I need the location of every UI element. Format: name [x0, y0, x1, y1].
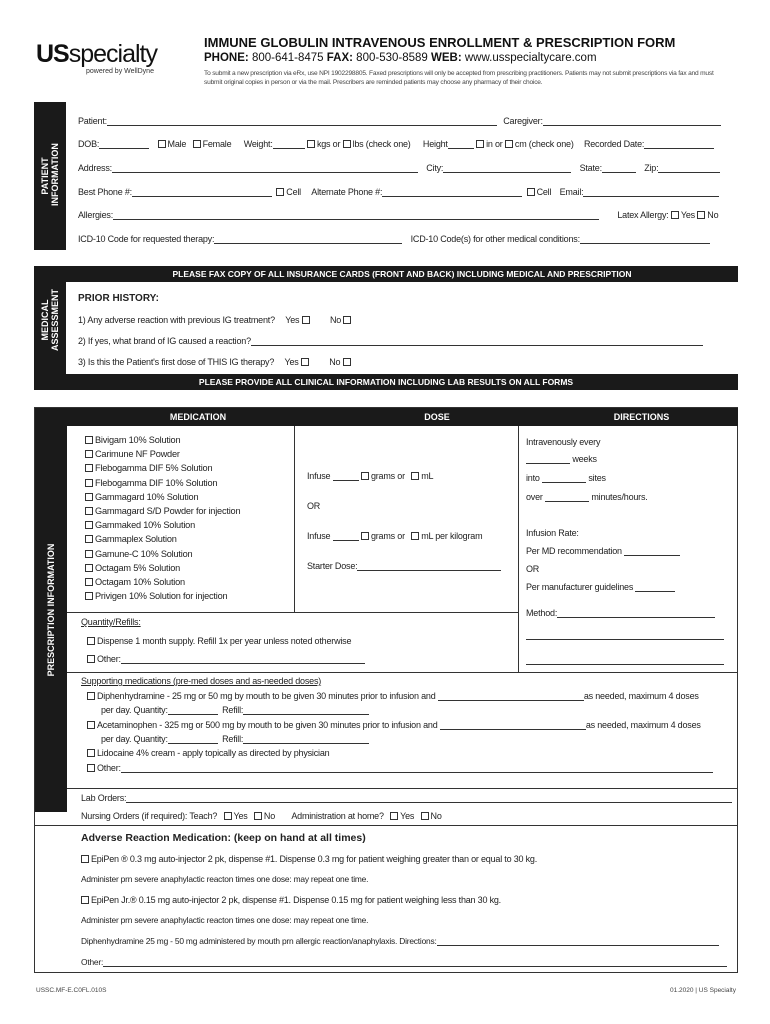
dose-or: OR — [307, 501, 321, 511]
per-md-field[interactable] — [624, 546, 680, 556]
diphen-prn: Diphenhydramine 25 mg - 50 mg administered by mouth prn allergic reaction/anaphylaxis. Directions: — [81, 936, 719, 946]
other-quantity-field[interactable] — [121, 654, 365, 664]
contact-line: PHONE: 800-641-8475 FAX: 800-530-8589 WEB: www.usspecialtycare.com — [204, 52, 597, 64]
dir-per-mfr: Per manufacturer guidelines — [526, 582, 675, 592]
latex-no-checkbox[interactable] — [697, 211, 705, 219]
diphen-field[interactable] — [438, 691, 584, 701]
prescription-sidebar: PRESCRIPTION INFORMATION — [35, 408, 67, 812]
divider — [35, 825, 737, 826]
state-field[interactable] — [602, 163, 636, 173]
in-checkbox[interactable] — [476, 140, 484, 148]
med-option[interactable]: Gammaplex Solution — [85, 532, 240, 546]
diphen-prn-field[interactable] — [437, 936, 719, 946]
alt-phone-field[interactable] — [382, 187, 522, 197]
starter-dose: Starter Dose: — [307, 561, 501, 571]
col-directions: DIRECTIONS — [545, 408, 738, 426]
other-supporting-field[interactable] — [121, 763, 713, 773]
latex-yes-checkbox[interactable] — [671, 211, 679, 219]
dir-infusion-rate: Infusion Rate: — [526, 528, 579, 538]
grams-per-kg-checkbox[interactable] — [361, 532, 369, 540]
allergies-field[interactable] — [113, 210, 599, 220]
other-quantity-checkbox[interactable] — [87, 655, 95, 663]
starter-dose-field[interactable] — [357, 561, 501, 571]
dir-weeks: weeks — [526, 454, 597, 464]
alt-phone-cell-checkbox[interactable] — [527, 188, 535, 196]
med-option[interactable]: Gammaked 10% Solution — [85, 518, 240, 532]
row-address: Address: City: State: Zip: — [78, 163, 728, 173]
dir-method: Method: — [526, 608, 715, 618]
row-patient: Patient: Caregiver: — [78, 116, 728, 126]
q3-yes-checkbox[interactable] — [301, 358, 309, 366]
email-field[interactable] — [583, 187, 719, 197]
prior-history-heading: PRIOR HISTORY: — [78, 293, 159, 304]
medical-sidebar: MEDICAL ASSESSMENT — [34, 266, 66, 374]
lbs-checkbox[interactable] — [343, 140, 351, 148]
adverse-other: Other: — [81, 957, 727, 967]
diphen-refill-field[interactable] — [243, 705, 369, 715]
over-field[interactable] — [545, 492, 589, 502]
best-phone-field[interactable] — [132, 187, 272, 197]
supporting-label: Supporting medications (pre-med doses and as-needed doses) — [81, 676, 322, 686]
weight-field[interactable] — [273, 139, 305, 149]
infuse-amount-field[interactable] — [333, 471, 359, 481]
epipen-admin: Administer prn severe anaphylactic reacton times one dose: may repeat one time. — [81, 874, 369, 884]
teach-no-checkbox[interactable] — [254, 812, 262, 820]
adverse-title: Adverse Reaction Medication: (keep on hand at all times) — [81, 832, 366, 844]
per-mfr-field[interactable] — [635, 582, 675, 592]
method-line-3[interactable] — [526, 655, 724, 665]
dob-field[interactable] — [99, 139, 149, 149]
row-q1: 1) Any adverse reaction with previous IG treatment? Yes No — [78, 315, 728, 325]
teach-yes-checkbox[interactable] — [224, 812, 232, 820]
city-field[interactable] — [443, 163, 571, 173]
form-title: IMMUNE GLOBULIN INTRAVENOUS ENROLLMENT & PRESCRIPTION FORM — [204, 35, 676, 50]
lidocaine-option[interactable]: Lidocaine 4% cream - apply topically as directed by physician — [87, 748, 329, 758]
diphen-option: Diphenhydramine - 25 mg or 50 mg by mouth to be given 30 minutes prior to infusion and as needed, maximum 4 doses — [87, 691, 699, 701]
row-allergies: Allergies: Latex Allergy: Yes No — [78, 210, 719, 220]
address-field[interactable] — [112, 163, 418, 173]
caregiver-field[interactable] — [543, 116, 721, 126]
fax-banner: PLEASE FAX COPY OF ALL INSURANCE CARDS (FRONT AND BACK) INCLUDING MEDICAL AND PRESCRIPTION — [66, 266, 738, 282]
divider — [67, 612, 518, 613]
med-option[interactable]: Privigen 10% Solution for injection — [85, 589, 240, 603]
recorded-date-field[interactable] — [644, 139, 714, 149]
divider — [67, 788, 737, 789]
med-option[interactable]: Flebogamma DIF 5% Solution — [85, 461, 240, 475]
lab-orders: Lab Orders: — [81, 793, 732, 803]
med-option[interactable]: Gammagard S/D Powder for injection — [85, 504, 240, 518]
medical-section — [34, 266, 738, 390]
prescription-section — [34, 407, 738, 973]
row-icd10: ICD-10 Code for requested therapy: ICD-10 Code(s) for other medical conditions: — [78, 234, 728, 244]
med-option[interactable]: Gamune-C 10% Solution — [85, 547, 240, 561]
patient-sidebar: PATIENT INFORMATION — [34, 102, 66, 250]
quantity-refills-label: Quantity/Refills: — [81, 617, 141, 627]
row-dob: DOB: Male Female Weight: kgs or lbs (check one) Height in or cm (check one) Recorded Date: — [78, 139, 728, 149]
patient-section — [34, 102, 738, 250]
diphen-quantity: per day. Quantity: Refill: — [101, 705, 369, 715]
submission-note: To submit a new prescription via eRx, use NPI 1902298805. Faxed prescriptions will only be accepted from prescribing practitioners. Patients may not submit prescriptions via fax and must submit original copies in person or via the mail. Prescribers are reminded patients may choose any pharmacy of their choice. — [204, 70, 714, 86]
acet-quantity-field[interactable] — [168, 734, 218, 744]
method-field[interactable] — [557, 608, 715, 618]
epipen-option[interactable]: EpiPen ® 0.3 mg auto-injector 2 pk, dispense #1. Dispense 0.3 mg for patient weighing greater than or equal to 30 kg. — [81, 854, 537, 864]
row-q2: 2) If yes, what brand of IG caused a reaction? — [78, 336, 728, 346]
sites-field[interactable] — [542, 473, 586, 483]
logo-tagline: powered by WellDyne — [86, 68, 154, 75]
best-phone-cell-checkbox[interactable] — [276, 188, 284, 196]
med-option[interactable]: Carimune NF Powder — [85, 447, 240, 461]
female-checkbox[interactable] — [193, 140, 201, 148]
icd10-field[interactable] — [214, 234, 402, 244]
footer-date: 01.2020 | US Specialty — [669, 987, 736, 994]
q3-no-checkbox[interactable] — [343, 358, 351, 366]
dose-infuse-grams: Infuse grams or mL — [307, 471, 434, 481]
home-yes-checkbox[interactable] — [390, 812, 398, 820]
dispense-option[interactable]: Dispense 1 month supply. Refill 1x per year unless noted otherwise — [87, 636, 351, 646]
cm-checkbox[interactable] — [505, 140, 513, 148]
q1-no-checkbox[interactable] — [343, 316, 351, 324]
divider — [518, 426, 519, 672]
medication-list — [85, 433, 240, 603]
q2-field[interactable] — [251, 336, 703, 346]
med-option[interactable]: Octagam 10% Solution — [85, 575, 240, 589]
dir-per-md: Per MD recommendation — [526, 546, 680, 556]
dir-sites: into sites — [526, 473, 606, 483]
med-option[interactable]: Octagam 5% Solution — [85, 561, 240, 575]
epipen-jr-admin: Administer prn severe anaphylactic reacton times one dose: may repeat one time. — [81, 915, 369, 925]
row-q3: 3) Is this the Patient's first dose of THIS IG therapy? Yes No — [78, 357, 728, 367]
nursing-orders: Nursing Orders (if required): Teach? Yes No Administration at home? Yes No — [81, 811, 442, 821]
zip-field[interactable] — [658, 163, 720, 173]
adverse-other-field[interactable] — [103, 957, 727, 967]
home-no-checkbox[interactable] — [421, 812, 429, 820]
patient-field[interactable] — [107, 116, 497, 126]
diphen-quantity-field[interactable] — [168, 705, 218, 715]
weeks-field[interactable] — [526, 454, 570, 464]
infuse-per-kg-field[interactable] — [333, 531, 359, 541]
other-supporting-option: Other: — [87, 763, 713, 773]
lab-orders-field[interactable] — [126, 793, 732, 803]
ml-per-kg-checkbox[interactable] — [411, 532, 419, 540]
footer-code: USSC.MF-E.C0FL.010S — [36, 987, 107, 994]
med-option[interactable]: Bivigam 10% Solution — [85, 433, 240, 447]
row-phone: Best Phone #: Cell Alternate Phone #: Cell Email: — [78, 187, 728, 197]
other-quantity-option: Other: — [87, 654, 365, 664]
divider — [67, 672, 737, 673]
grams-checkbox[interactable] — [361, 472, 369, 480]
col-dose: DOSE — [329, 408, 545, 426]
dir-iv-every: Intravenously every — [526, 437, 601, 447]
dir-or: OR — [526, 564, 540, 574]
clinical-banner: PLEASE PROVIDE ALL CLINICAL INFORMATION INCLUDING LAB RESULTS ON ALL FORMS — [34, 374, 738, 390]
acet-quantity: per day. Quantity: Refill: — [101, 734, 369, 744]
med-option[interactable]: Gammagard 10% Solution — [85, 490, 240, 504]
acet-field[interactable] — [440, 720, 586, 730]
dir-over: over minutes/hours. — [526, 492, 648, 502]
acet-refill-field[interactable] — [243, 734, 369, 744]
method-line-2[interactable] — [526, 630, 724, 640]
acet-option: Acetaminophen - 325 mg or 500 mg by mouth to be given 30 minutes prior to infusion and as needed, maximum 4 doses — [87, 720, 701, 730]
male-checkbox[interactable] — [158, 140, 166, 148]
diphen-checkbox[interactable] — [87, 692, 95, 700]
logo: USspecialty — [36, 40, 157, 68]
divider — [294, 426, 295, 612]
med-option[interactable]: Flebogamma DIF 10% Solution — [85, 476, 240, 490]
icd10-other-field[interactable] — [580, 234, 710, 244]
col-medication: MEDICATION — [67, 408, 329, 426]
height-field[interactable] — [448, 139, 474, 149]
epipen-jr-option[interactable]: EpiPen Jr.® 0.15 mg auto-injector 2 pk, dispense #1. Dispense 0.15 mg for patient weighing less than 30 kg. — [81, 895, 501, 905]
q1-yes-checkbox[interactable] — [302, 316, 310, 324]
acet-checkbox[interactable] — [87, 721, 95, 729]
kgs-checkbox[interactable] — [307, 140, 315, 148]
ml-checkbox[interactable] — [411, 472, 419, 480]
dose-infuse-per-kg: Infuse grams or mL per kilogram — [307, 531, 483, 541]
other-supporting-checkbox[interactable] — [87, 764, 95, 772]
